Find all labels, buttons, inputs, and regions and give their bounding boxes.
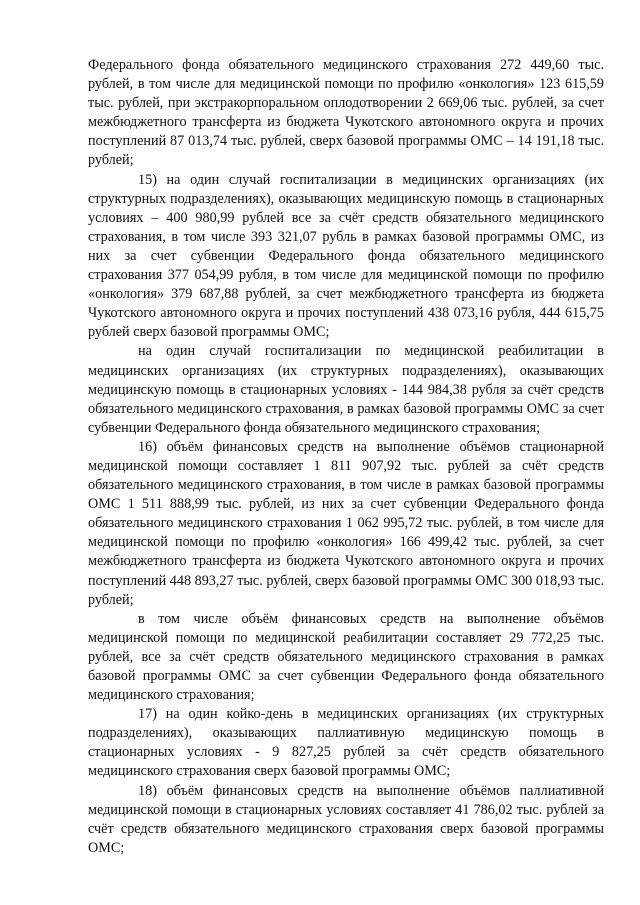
paragraph-item-18: 18) объём финансовых средств на выполнение объёмов паллиативной медицинской помощи в стационарных условиях составляет 41 786,02 тыс. рублей за счёт средств обязательного медицинского страхования сверх базовой программы ОМС; [88,782,604,856]
paragraph-item-17: 17) на один койко-день в медицинских организациях (их структурных подразделениях), оказывающих паллиативную медицинскую помощь в стационарных условиях - 9 827,25 рублей за счёт средств обязательного медицинского страхования сверх базовой программы ОМС; [88,706,604,780]
paragraph-rehabilitation-case: на один случай госпитализации по медицинской реабилитации в медицинских организациях (их структурных подразделениях), оказывающих медицинскую помощь в стационарных условиях - 144 984,38 рубля за счёт средств обязательного медицинского страхования, в рамках базовой программы ОМС за счет субвенции Федерального фонда обязательного медицинского страхования; [88,343,604,436]
paragraph-rehabilitation-volume: в том числе объём финансовых средств на выполнение объёмов медицинской помощи по медицинской реабилитации составляет 29 772,25 тыс. рублей, все за счёт средств обязательного медицинского страхования в рамках базовой программы ОМС за счет субвенции Федерального фонда обязательного медицинского страхования; [88,610,604,704]
paragraph-item-16: 16) объём финансовых средств на выполнение объёмов стационарной медицинской помощи составляет 1 811 907,92 тыс. рублей за счёт средств обязательного медицинского страхования, в том числе в рамках базовой программы ОМС 1 511 888,99 тыс. рублей, из них за счет субвенции Федерального фонда обязательного медицинского страхования 1 062 995,72 тыс. рублей, в том числе для медицинской помощи по профилю «онкология» 166 499,42 тыс. рублей, за счет межбюджетного трансферта из бюджета Чукотского автономного округа и прочих поступлений 448 893,27 тыс. рублей, сверх базовой программы ОМС 300 018,93 тыс. рублей; [88,438,604,608]
document-page [88,56,604,858]
paragraph-continuation: Федерального фонда обязательного медицинского страхования 272 449,60 тыс. рублей, в том числе для медицинской помощи по профилю «онкология» 123 615,59 тыс. рублей, при экстракорпоральном оплодотворении 2 669,06 тыс. рублей, за счет межбюджетного трансферта из бюджета Чукотского автономного округа и прочих поступлений 87 013,74 тыс. рублей, сверх базовой программы ОМС – 14 191,18 тыс. рублей; [88,57,604,169]
paragraph-item-15: 15) на один случай госпитализации в медицинских организациях (их структурных подразделениях), оказывающих медицинскую помощь в стационарных условиях – 400 980,99 рублей все за счёт средств обязательного медицинского страхования, в том числе 393 321,07 рубль в рамках базовой программы ОМС, из них за счет субвенции Федерального фонда обязательного медицинского страхования 377 054,99 рубля, в том числе для медицинской помощи по профилю «онкология» 379 687,88 рублей, за счет межбюджетного трансферта из бюджета Чукотского автономного округа и прочих поступлений 438 073,16 рубля, 444 615,75 рублей сверх базовой программы ОМС; [88,171,604,341]
